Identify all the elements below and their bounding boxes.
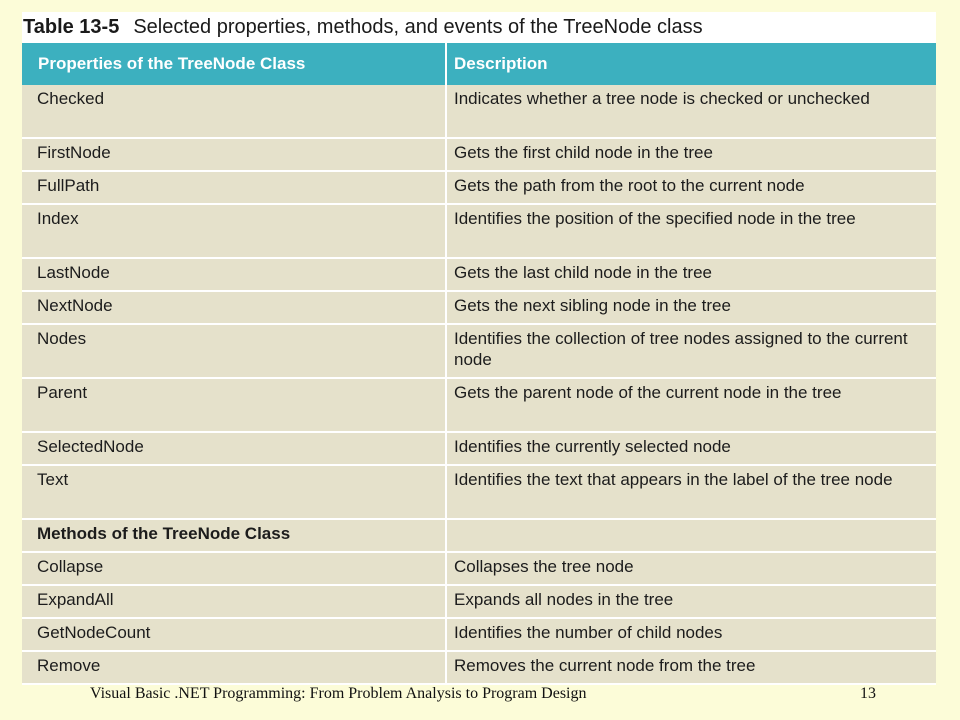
member-description: Identifies the collection of tree nodes assigned to the current node — [446, 324, 936, 378]
member-name: LastNode — [22, 258, 446, 291]
table-row — [22, 651, 936, 684]
member-name: Checked — [22, 85, 446, 138]
member-name: GetNodeCount — [22, 618, 446, 651]
table-row — [22, 85, 936, 138]
member-description: Removes the current node from the tree — [446, 651, 936, 684]
member-description: Gets the last child node in the tree — [446, 258, 936, 291]
column-header-description: Description — [446, 43, 936, 85]
member-name: Text — [22, 465, 446, 519]
table-row — [22, 378, 936, 432]
member-description: Identifies the currently selected node — [446, 432, 936, 465]
member-name: Nodes — [22, 324, 446, 378]
member-name: Collapse — [22, 552, 446, 585]
member-name: Index — [22, 204, 446, 258]
table-row — [22, 324, 936, 378]
table-figure — [22, 12, 936, 675]
member-name: Remove — [22, 651, 446, 684]
column-header-name: Properties of the TreeNode Class — [22, 43, 446, 85]
table-row — [22, 552, 936, 585]
member-description: Gets the parent node of the current node in the tree — [446, 378, 936, 432]
member-name: NextNode — [22, 291, 446, 324]
table-caption — [22, 12, 936, 43]
treenode-properties-table — [22, 43, 936, 685]
member-description: Identifies the number of child nodes — [446, 618, 936, 651]
member-name: SelectedNode — [22, 432, 446, 465]
member-description: Gets the path from the root to the current node — [446, 171, 936, 204]
member-name: Parent — [22, 378, 446, 432]
section-header-row — [22, 519, 936, 552]
table-row — [22, 171, 936, 204]
member-description: Collapses the tree node — [446, 552, 936, 585]
table-row — [22, 618, 936, 651]
slide-footer: Visual Basic .NET Programming: From Problem Analysis to Program Design — [90, 685, 587, 702]
member-description: Expands all nodes in the tree — [446, 585, 936, 618]
member-name: ExpandAll — [22, 585, 446, 618]
table-row — [22, 138, 936, 171]
table-row — [22, 204, 936, 258]
table-row — [22, 585, 936, 618]
table-row — [22, 258, 936, 291]
table-title: Selected properties, methods, and events of the TreeNode class — [133, 16, 703, 38]
member-name: FullPath — [22, 171, 446, 204]
methods-section-heading: Methods of the TreeNode Class — [22, 519, 446, 552]
member-description: Identifies the text that appears in the label of the tree node — [446, 465, 936, 519]
table-number: Table 13-5 — [23, 16, 120, 38]
member-description: Identifies the position of the specified node in the tree — [446, 204, 936, 258]
table-header-row — [22, 43, 936, 85]
member-description: Gets the first child node in the tree — [446, 138, 936, 171]
table-row — [22, 291, 936, 324]
member-name: FirstNode — [22, 138, 446, 171]
member-description: Indicates whether a tree node is checked or unchecked — [446, 85, 936, 138]
member-description — [446, 519, 936, 552]
table-row — [22, 465, 936, 519]
page-number: 13 — [860, 685, 876, 702]
table-row — [22, 432, 936, 465]
member-description: Gets the next sibling node in the tree — [446, 291, 936, 324]
